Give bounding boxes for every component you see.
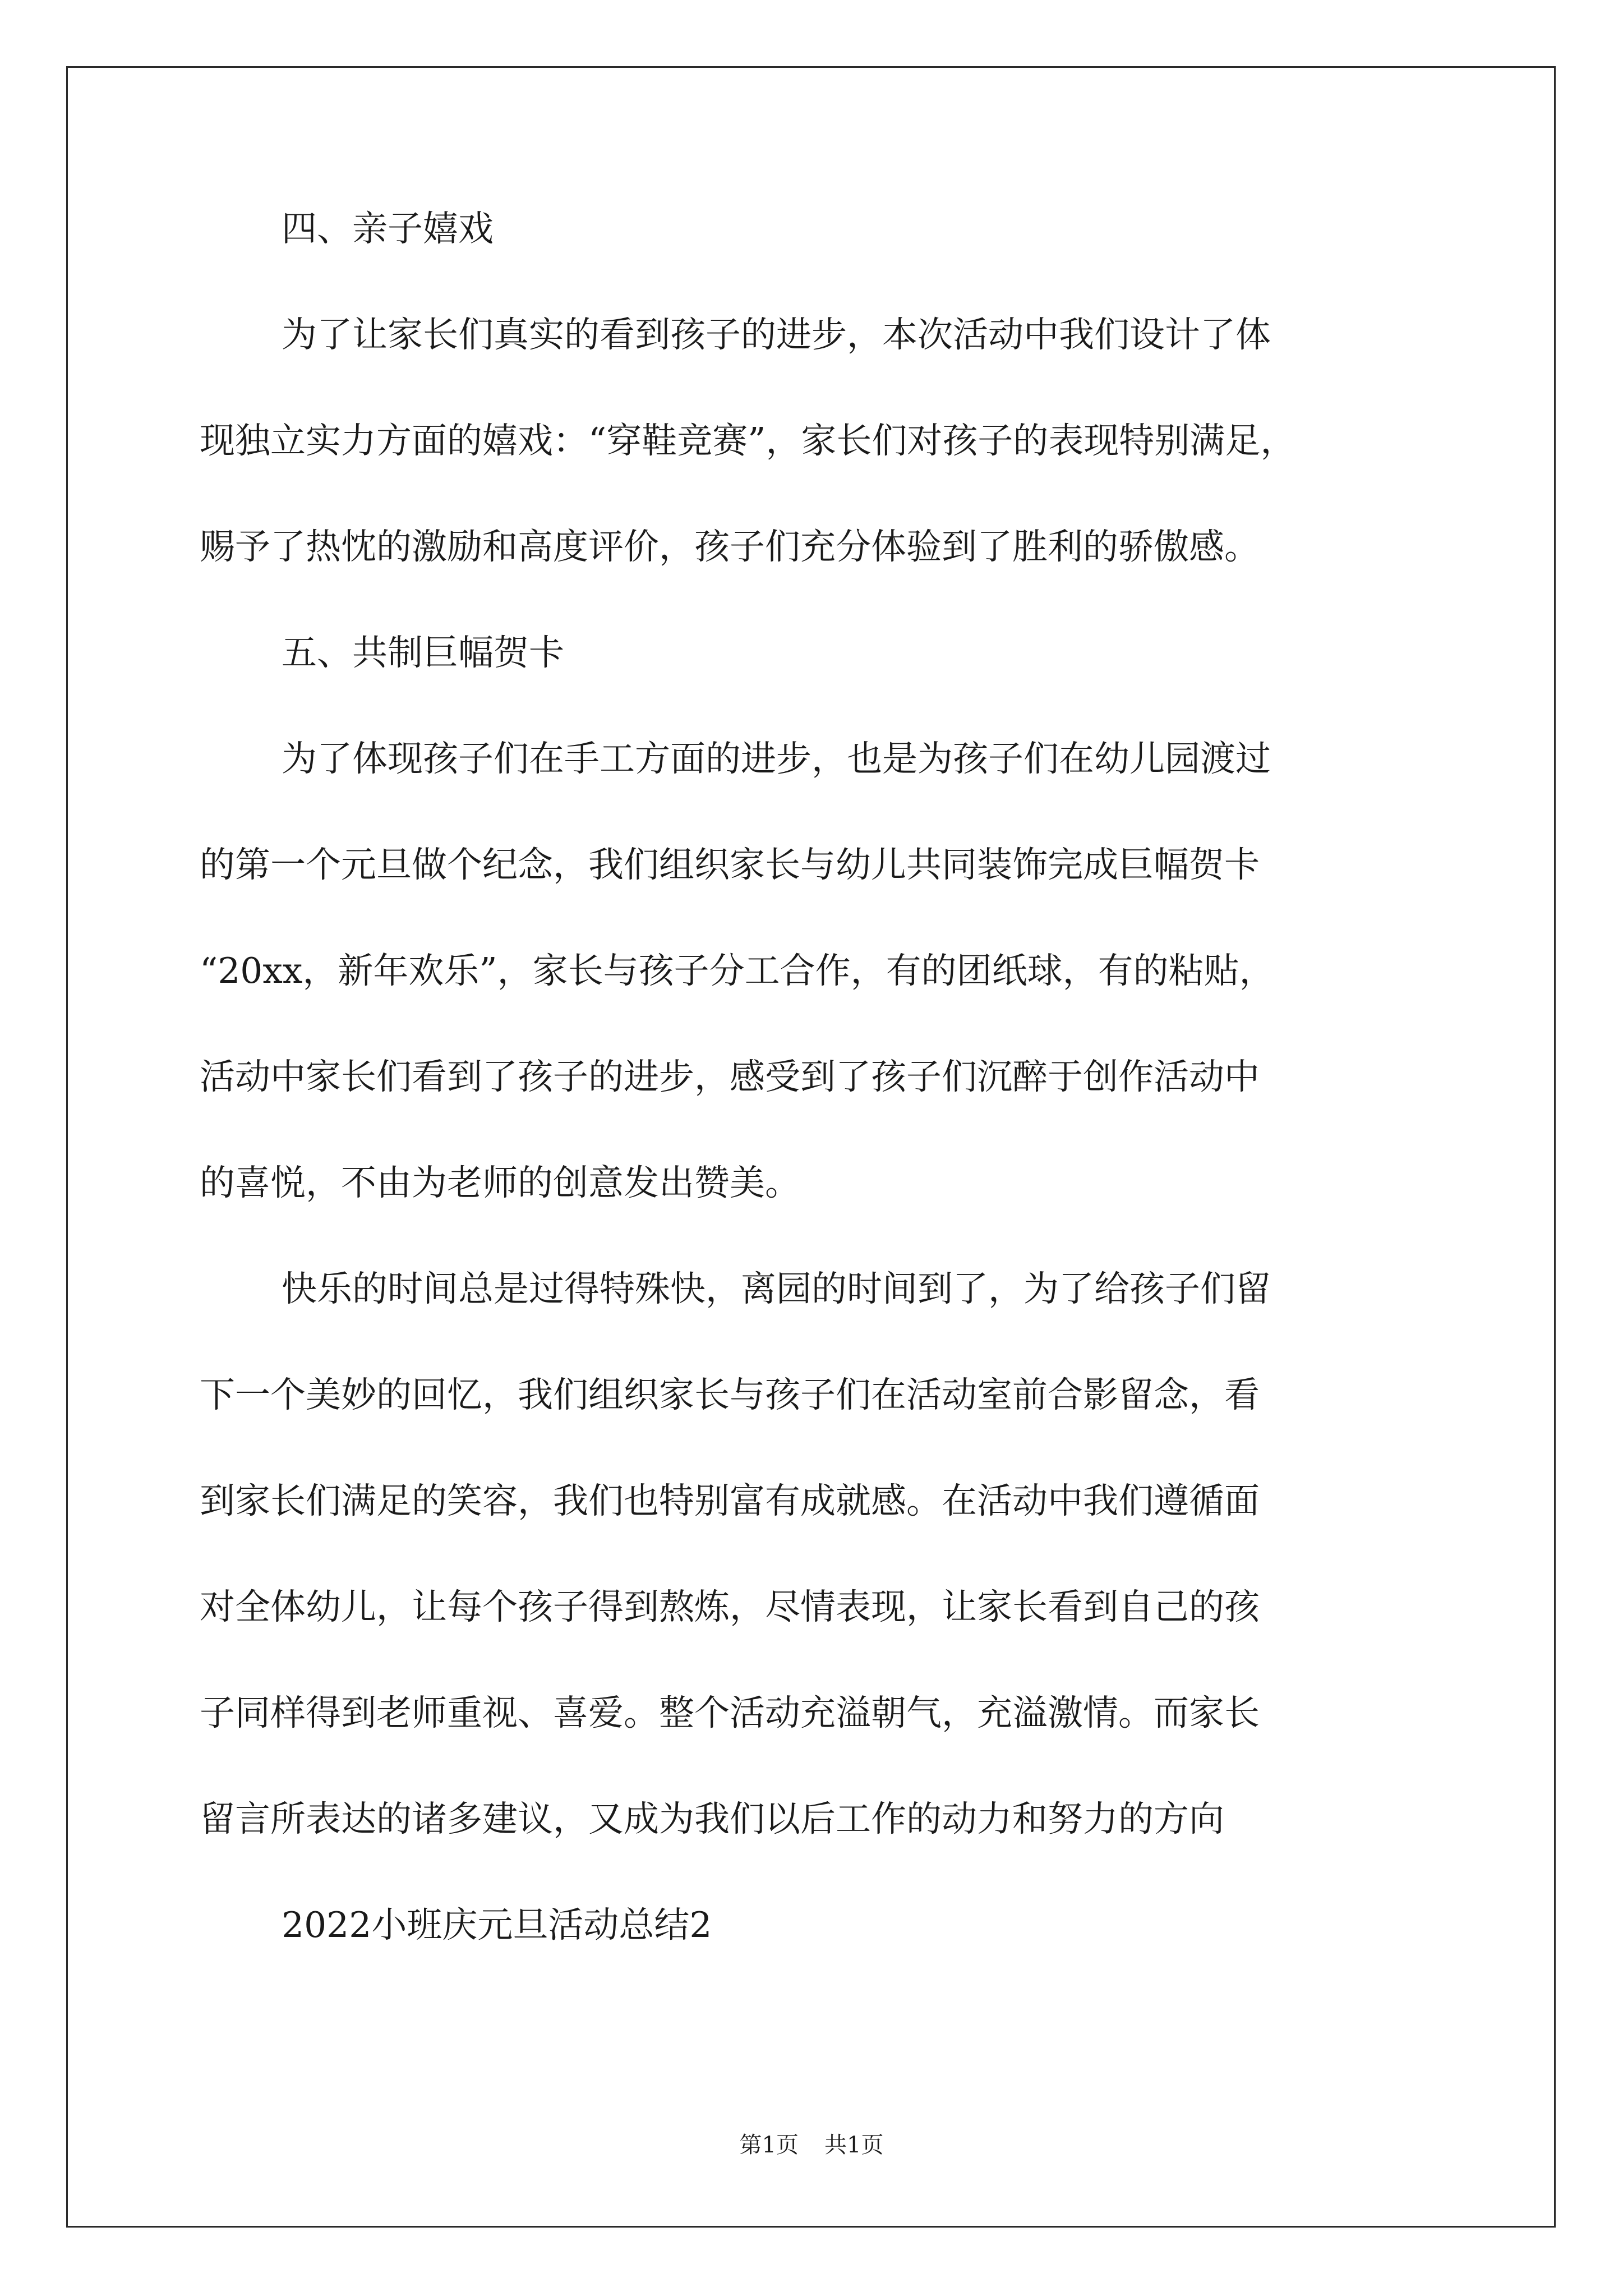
page-total: 共1页	[824, 2132, 884, 2158]
paragraph-line: 现独立实力方面的嬉戏：“穿鞋竞赛”，家长们对孩子的表现特别满足，	[200, 420, 1296, 461]
paragraph-line: 对全体幼儿，让每个孩子得到熬炼，尽情表现，让家长看到自己的孩	[200, 1586, 1260, 1627]
page-border	[66, 66, 1556, 2228]
paragraph-line: 赐予了热忱的激励和高度评价，孩子们充分体验到了胜利的骄傲感。	[200, 526, 1260, 567]
paragraph-line: 为了体现孩子们在手工方面的进步，也是为孩子们在幼儿园渡过	[282, 738, 1271, 779]
paragraph-line: 为了让家长们真实的看到孩子的进步，本次活动中我们设计了体	[282, 314, 1271, 355]
document-title-line: 2022小班庆元旦活动总结2	[282, 1904, 712, 1945]
paragraph-line: 留言所表达的诸多建议，又成为我们以后工作的动力和努力的方向	[200, 1798, 1224, 1839]
paragraph-line: 下一个美妙的回忆，我们组织家长与孩子们在活动室前合影留念，看	[200, 1374, 1260, 1415]
paragraph-line: 快乐的时间总是过得特殊快，离园的时间到了，为了给孩子们留	[282, 1268, 1271, 1309]
paragraph-line: 的喜悦，不由为老师的创意发出赞美。	[200, 1162, 800, 1203]
paragraph-line: 到家长们满足的笑容，我们也特别富有成就感。在活动中我们遵循面	[200, 1480, 1260, 1521]
paragraph-line: 子同样得到老师重视、喜爱。整个活动充溢朝气，充溢激情。而家长	[200, 1692, 1260, 1733]
paragraph-line: 的第一个元旦做个纪念，我们组织家长与幼儿共同装饰完成巨幅贺卡	[200, 844, 1260, 885]
page-number: 第1页	[739, 2132, 799, 2158]
section-heading-greeting-card: 五、共制巨幅贺卡	[282, 632, 564, 673]
paragraph-line: 活动中家长们看到了孩子的进步，感受到了孩子们沉醉于创作活动中	[200, 1056, 1260, 1097]
section-heading-parent-child-games: 四、亲子嬉戏	[282, 208, 494, 249]
page-footer	[0, 2127, 1623, 2159]
paragraph-line: “20xx，新年欢乐”，家长与孩子分工合作，有的团纸球，有的粘贴，	[200, 950, 1275, 991]
